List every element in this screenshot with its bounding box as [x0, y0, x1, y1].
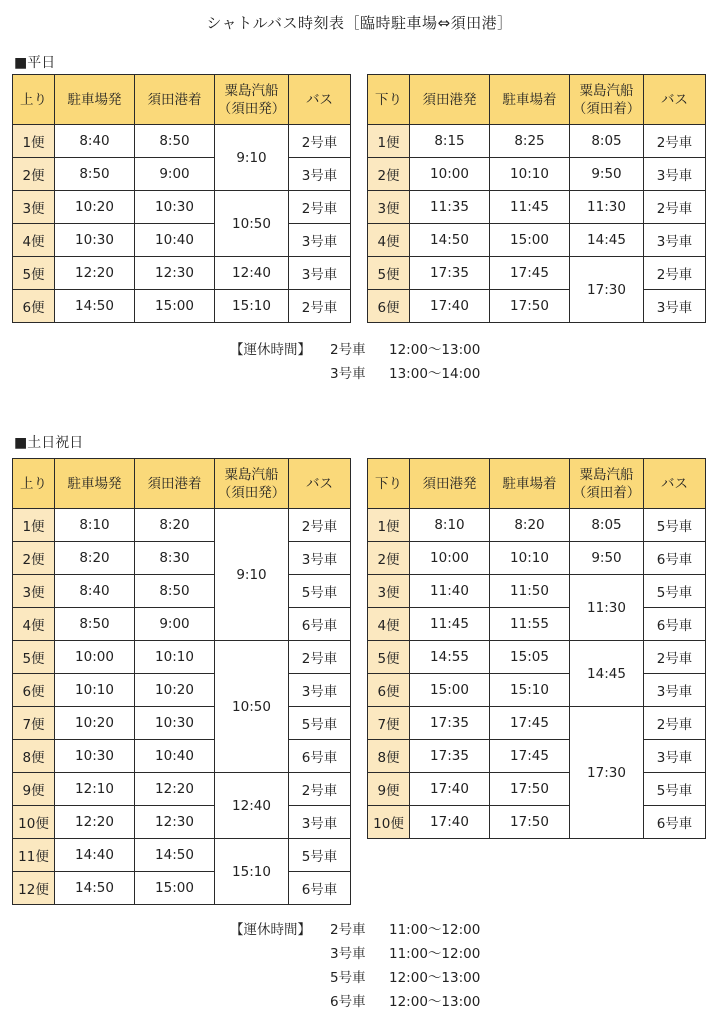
header-row — [368, 459, 706, 509]
weekday-down-table — [367, 74, 706, 323]
arrive-time: 17:45 — [490, 707, 570, 740]
header-row — [13, 459, 351, 509]
rest-time-range: 11:00〜12:00 — [389, 922, 481, 938]
trip-number: 3便 — [13, 191, 55, 224]
depart-header: 駐車場発 — [55, 459, 135, 509]
table-row — [13, 125, 351, 158]
depart-header: 須田港発 — [410, 459, 490, 509]
depart-time: 8:15 — [410, 125, 490, 158]
bus-number: 3号車 — [644, 158, 706, 191]
bus-number: 2号車 — [289, 641, 351, 674]
table-row — [13, 839, 351, 872]
ferry-time: 14:45 — [570, 224, 644, 257]
trip-number: 4便 — [368, 224, 410, 257]
bus-number: 2号車 — [289, 290, 351, 323]
table-row — [13, 191, 351, 224]
arrive-header: 駐車場着 — [490, 75, 570, 125]
rest-time-range: 12:00〜13:00 — [389, 994, 481, 1010]
ferry-time: 17:30 — [570, 707, 644, 839]
bus-number: 3号車 — [644, 224, 706, 257]
bus-number: 5号車 — [644, 575, 706, 608]
ferry-time: 9:50 — [570, 542, 644, 575]
trip-number: 9便 — [368, 773, 410, 806]
ferry-time: 17:30 — [570, 257, 644, 323]
table-row — [368, 575, 706, 608]
depart-time: 14:50 — [55, 872, 135, 905]
depart-time: 10:20 — [55, 707, 135, 740]
depart-time: 8:40 — [55, 125, 135, 158]
bus-number: 3号車 — [289, 158, 351, 191]
trip-number: 1便 — [13, 125, 55, 158]
bus-header: バス — [289, 459, 351, 509]
arrive-time: 10:10 — [490, 542, 570, 575]
depart-time: 14:55 — [410, 641, 490, 674]
table-row — [368, 191, 706, 224]
ferry-header: 粟島汽船 （須田発） — [215, 75, 289, 125]
depart-time: 8:10 — [410, 509, 490, 542]
trip-number: 5便 — [13, 257, 55, 290]
ferry-header: 粟島汽船 （須田発） — [215, 459, 289, 509]
weekday-up-table — [12, 74, 351, 323]
arrive-time: 8:20 — [135, 509, 215, 542]
table-row — [368, 158, 706, 191]
arrive-time: 8:50 — [135, 125, 215, 158]
depart-time: 12:10 — [55, 773, 135, 806]
table-row — [368, 509, 706, 542]
bus-number: 6号車 — [644, 542, 706, 575]
ferry-time: 10:50 — [215, 641, 289, 773]
bus-number: 2号車 — [289, 191, 351, 224]
trip-number: 10便 — [368, 806, 410, 839]
bus-header: バス — [644, 75, 706, 125]
bus-number: 6号車 — [289, 740, 351, 773]
depart-time: 11:40 — [410, 575, 490, 608]
table-row — [13, 872, 351, 905]
bus-number: 5号車 — [644, 509, 706, 542]
trip-number: 3便 — [13, 575, 55, 608]
table-row — [13, 608, 351, 641]
bus-number: 2号車 — [644, 191, 706, 224]
trip-number: 3便 — [368, 575, 410, 608]
trip-number: 1便 — [368, 125, 410, 158]
rest-time-label: 【運休時間】 — [230, 342, 311, 358]
depart-time: 8:40 — [55, 575, 135, 608]
trip-number: 10便 — [13, 806, 55, 839]
trip-number: 1便 — [13, 509, 55, 542]
bus-number: 3号車 — [289, 674, 351, 707]
ferry-time: 14:45 — [570, 641, 644, 707]
depart-time: 17:40 — [410, 773, 490, 806]
page-title: シャトルバス時刻表［臨時駐車場⇔須田港］ — [206, 14, 513, 32]
table-row — [13, 509, 351, 542]
table-row — [368, 641, 706, 674]
arrive-time: 11:50 — [490, 575, 570, 608]
table-row — [368, 290, 706, 323]
trip-number: 4便 — [13, 608, 55, 641]
bus-number: 6号車 — [644, 608, 706, 641]
bus-number: 3号車 — [289, 257, 351, 290]
holiday-up-table — [12, 458, 351, 905]
trip-number: 8便 — [13, 740, 55, 773]
arrive-time: 9:00 — [135, 158, 215, 191]
trip-number: 5便 — [368, 641, 410, 674]
table-row — [368, 740, 706, 773]
header-row — [368, 75, 706, 125]
bus-number: 3号車 — [289, 224, 351, 257]
depart-time: 17:35 — [410, 740, 490, 773]
arrive-time: 10:10 — [490, 158, 570, 191]
direction-header: 上り — [13, 459, 55, 509]
rest-time-range: 12:00〜13:00 — [389, 970, 481, 986]
trip-number: 4便 — [368, 608, 410, 641]
depart-time: 8:50 — [55, 608, 135, 641]
ferry-time: 8:05 — [570, 509, 644, 542]
table-row — [13, 773, 351, 806]
table-row — [13, 224, 351, 257]
arrive-time: 15:00 — [135, 290, 215, 323]
trip-number: 7便 — [368, 707, 410, 740]
rest-bus-number: 5号車 — [330, 970, 366, 986]
rest-bus-number: 3号車 — [330, 946, 366, 962]
bus-number: 3号車 — [644, 740, 706, 773]
arrive-time: 10:30 — [135, 707, 215, 740]
arrive-time: 12:20 — [135, 773, 215, 806]
holiday-section-label: ■土日祝日 — [14, 435, 84, 451]
bus-number: 2号車 — [644, 707, 706, 740]
trip-number: 8便 — [368, 740, 410, 773]
depart-time: 17:35 — [410, 707, 490, 740]
weekday-rest-times — [230, 338, 530, 388]
ferry-time: 12:40 — [215, 257, 289, 290]
holiday-down-table — [367, 458, 706, 839]
arrive-time: 10:20 — [135, 674, 215, 707]
arrive-time: 15:00 — [135, 872, 215, 905]
ferry-time: 9:50 — [570, 158, 644, 191]
arrive-time: 12:30 — [135, 806, 215, 839]
depart-time: 10:10 — [55, 674, 135, 707]
rest-bus-number: 6号車 — [330, 994, 366, 1010]
bus-number: 3号車 — [644, 674, 706, 707]
trip-number: 4便 — [13, 224, 55, 257]
ferry-time: 9:10 — [215, 509, 289, 641]
header-row — [13, 75, 351, 125]
ferry-time: 8:05 — [570, 125, 644, 158]
direction-header: 上り — [13, 75, 55, 125]
bus-number: 6号車 — [289, 608, 351, 641]
bus-number: 2号車 — [644, 641, 706, 674]
bus-number: 2号車 — [289, 125, 351, 158]
arrive-time: 10:40 — [135, 740, 215, 773]
bus-number: 5号車 — [289, 575, 351, 608]
trip-number: 6便 — [13, 290, 55, 323]
table-row — [368, 125, 706, 158]
ferry-header: 粟島汽船 （須田着） — [570, 459, 644, 509]
table-row — [368, 542, 706, 575]
trip-number: 1便 — [368, 509, 410, 542]
bus-header: バス — [644, 459, 706, 509]
rest-bus-number: 2号車 — [330, 342, 366, 358]
arrive-time: 8:25 — [490, 125, 570, 158]
arrive-time: 15:00 — [490, 224, 570, 257]
table-row — [368, 773, 706, 806]
table-row — [368, 806, 706, 839]
ferry-time: 12:40 — [215, 773, 289, 839]
arrive-time: 10:30 — [135, 191, 215, 224]
trip-number: 12便 — [13, 872, 55, 905]
arrive-time: 9:00 — [135, 608, 215, 641]
arrive-time: 8:20 — [490, 509, 570, 542]
bus-number: 2号車 — [644, 257, 706, 290]
depart-time: 17:40 — [410, 290, 490, 323]
table-row — [368, 674, 706, 707]
table-row — [368, 257, 706, 290]
holiday-rest-times — [230, 918, 530, 1018]
ferry-time: 10:50 — [215, 191, 289, 257]
depart-header: 駐車場発 — [55, 75, 135, 125]
table-row — [13, 806, 351, 839]
rest-bus-number: 2号車 — [330, 922, 366, 938]
table-row — [13, 740, 351, 773]
trip-number: 2便 — [13, 158, 55, 191]
trip-number: 6便 — [368, 674, 410, 707]
arrive-time: 17:50 — [490, 290, 570, 323]
arrive-time: 17:50 — [490, 806, 570, 839]
rest-bus-number: 3号車 — [330, 366, 366, 382]
depart-time: 17:40 — [410, 806, 490, 839]
trip-number: 6便 — [368, 290, 410, 323]
table-row — [13, 707, 351, 740]
ferry-time: 11:30 — [570, 575, 644, 641]
rest-time-range: 13:00〜14:00 — [389, 366, 481, 382]
depart-time: 12:20 — [55, 806, 135, 839]
direction-header: 下り — [368, 75, 410, 125]
direction-header: 下り — [368, 459, 410, 509]
ferry-time: 15:10 — [215, 839, 289, 905]
bus-number: 2号車 — [289, 773, 351, 806]
depart-time: 15:00 — [410, 674, 490, 707]
bus-number: 3号車 — [289, 542, 351, 575]
trip-number: 9便 — [13, 773, 55, 806]
arrive-time: 10:40 — [135, 224, 215, 257]
table-row — [13, 674, 351, 707]
arrive-time: 8:50 — [135, 575, 215, 608]
bus-number: 2号車 — [644, 125, 706, 158]
table-row — [13, 257, 351, 290]
depart-time: 14:50 — [55, 290, 135, 323]
bus-number: 5号車 — [289, 707, 351, 740]
depart-time: 17:35 — [410, 257, 490, 290]
arrive-time: 17:45 — [490, 740, 570, 773]
depart-time: 11:35 — [410, 191, 490, 224]
trip-number: 5便 — [13, 641, 55, 674]
table-row — [13, 641, 351, 674]
arrive-time: 12:30 — [135, 257, 215, 290]
trip-number: 6便 — [13, 674, 55, 707]
depart-time: 10:00 — [55, 641, 135, 674]
bus-number: 5号車 — [644, 773, 706, 806]
depart-time: 10:20 — [55, 191, 135, 224]
table-row — [13, 542, 351, 575]
bus-number: 6号車 — [289, 872, 351, 905]
table-row — [368, 608, 706, 641]
depart-time: 12:20 — [55, 257, 135, 290]
table-row — [13, 290, 351, 323]
rest-time-label: 【運休時間】 — [230, 922, 311, 938]
rest-time-range: 11:00〜12:00 — [389, 946, 481, 962]
depart-time: 8:50 — [55, 158, 135, 191]
ferry-time: 15:10 — [215, 290, 289, 323]
bus-number: 3号車 — [289, 806, 351, 839]
trip-number: 2便 — [368, 542, 410, 575]
arrive-time: 17:45 — [490, 257, 570, 290]
bus-number: 5号車 — [289, 839, 351, 872]
bus-header: バス — [289, 75, 351, 125]
depart-time: 8:20 — [55, 542, 135, 575]
arrive-time: 11:55 — [490, 608, 570, 641]
arrive-time: 14:50 — [135, 839, 215, 872]
trip-number: 2便 — [368, 158, 410, 191]
bus-number: 6号車 — [644, 806, 706, 839]
arrive-header: 須田港着 — [135, 459, 215, 509]
rest-time-range: 12:00〜13:00 — [389, 342, 481, 358]
table-row — [13, 575, 351, 608]
table-row — [13, 158, 351, 191]
depart-time: 14:50 — [410, 224, 490, 257]
bus-number: 2号車 — [289, 509, 351, 542]
arrive-header: 須田港着 — [135, 75, 215, 125]
depart-time: 10:00 — [410, 542, 490, 575]
depart-time: 8:10 — [55, 509, 135, 542]
bus-number: 3号車 — [644, 290, 706, 323]
table-row — [368, 224, 706, 257]
depart-time: 11:45 — [410, 608, 490, 641]
ferry-header: 粟島汽船 （須田着） — [570, 75, 644, 125]
arrive-header: 駐車場着 — [490, 459, 570, 509]
trip-number: 5便 — [368, 257, 410, 290]
arrive-time: 10:10 — [135, 641, 215, 674]
depart-time: 10:00 — [410, 158, 490, 191]
arrive-time: 15:05 — [490, 641, 570, 674]
trip-number: 3便 — [368, 191, 410, 224]
trip-number: 7便 — [13, 707, 55, 740]
arrive-time: 11:45 — [490, 191, 570, 224]
trip-number: 2便 — [13, 542, 55, 575]
depart-time: 10:30 — [55, 224, 135, 257]
arrive-time: 17:50 — [490, 773, 570, 806]
trip-number: 11便 — [13, 839, 55, 872]
depart-time: 14:40 — [55, 839, 135, 872]
ferry-time: 9:10 — [215, 125, 289, 191]
arrive-time: 8:30 — [135, 542, 215, 575]
depart-header: 須田港発 — [410, 75, 490, 125]
ferry-time: 11:30 — [570, 191, 644, 224]
weekday-section-label: ■平日 — [14, 55, 56, 71]
table-row — [368, 707, 706, 740]
depart-time: 10:30 — [55, 740, 135, 773]
arrive-time: 15:10 — [490, 674, 570, 707]
